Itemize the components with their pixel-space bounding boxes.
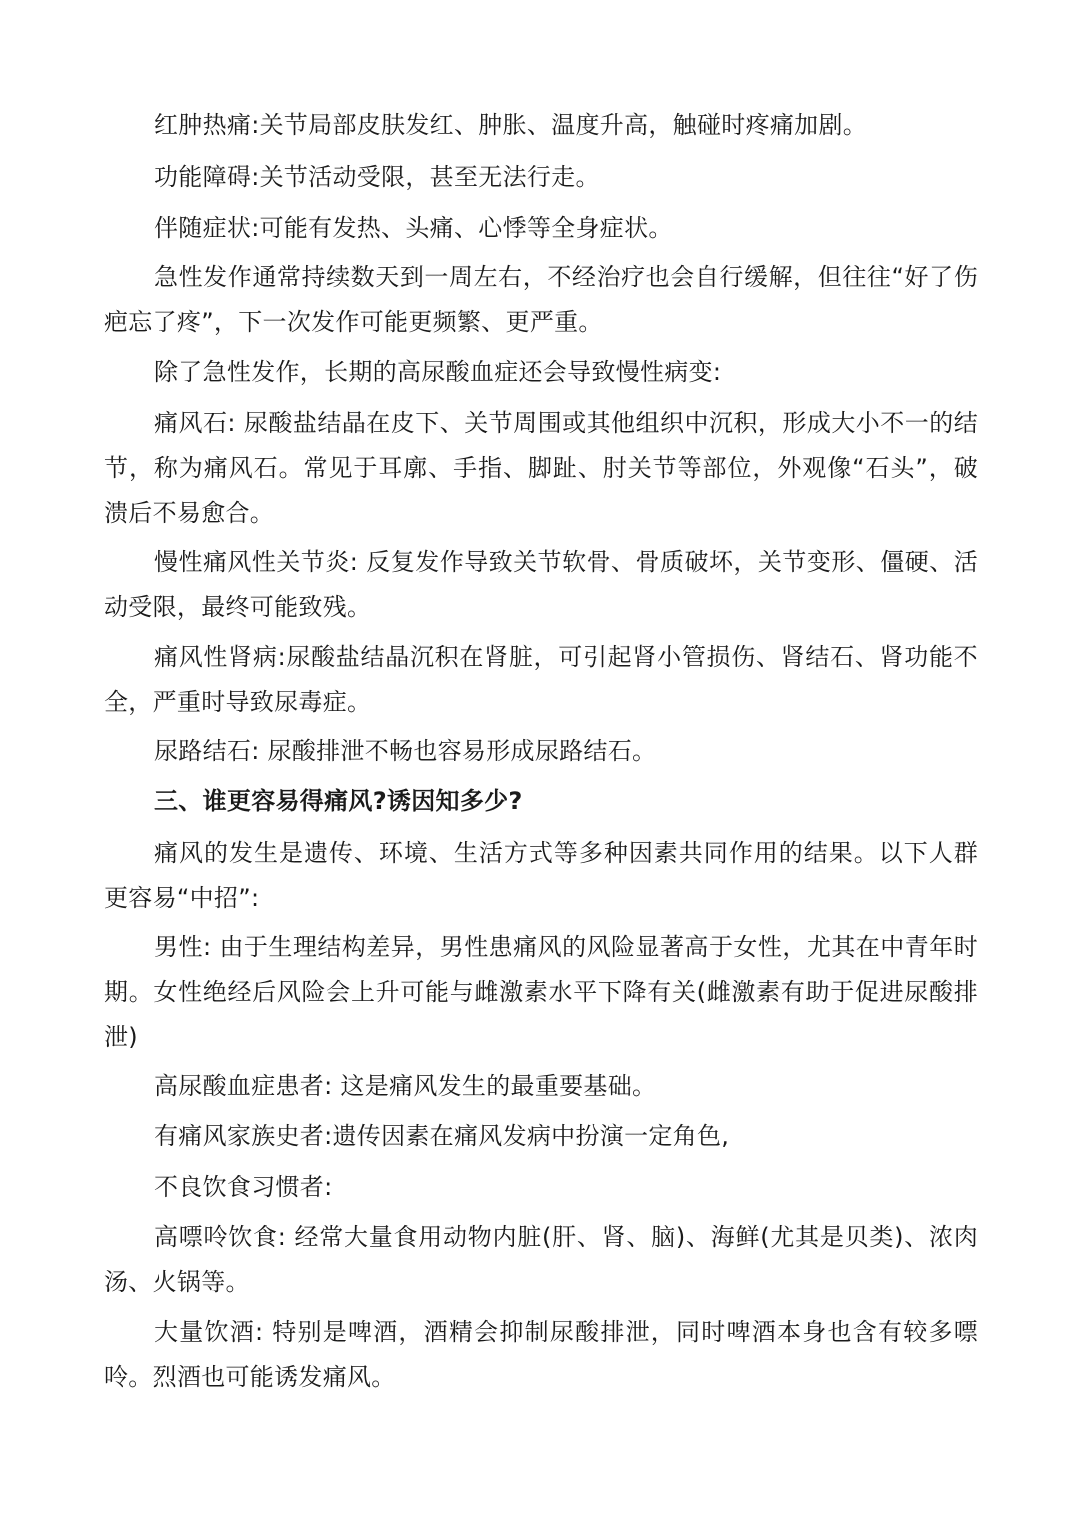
paragraph-accompanying-symptoms: 伴随症状:可能有发热、头痛、心悸等全身症状。 xyxy=(154,214,673,242)
paragraph-gout-nephropathy: 痛风性肾病:尿酸盐结晶沉积在肾脏，可引起肾小管损伤、肾结石、肾功能不全，严重时导致尿毒症。 xyxy=(104,643,978,716)
paragraph-chronic-intro: 除了急性发作，长期的高尿酸血症还会导致慢性病变: xyxy=(154,358,722,386)
paragraph-acute-attack: 急性发作通常持续数天到一周左右，不经治疗也会自行缓解，但往往“好了伤疤忘了疼”，下一次发作可能更频繁、更严重。 xyxy=(104,263,978,336)
paragraph-male: 男性: 由于生理结构差异，男性患痛风的风险显著高于女性，尤其在中青年时期。女性绝经后风险会上升可能与雌激素水平下降有关(雌激素有助于促进尿酸排泄) xyxy=(104,933,978,1051)
section-heading-risk-factors: 三、谁更容易得痛风?诱因知多少? xyxy=(154,787,523,815)
paragraph-heavy-drinking: 大量饮酒: 特别是啤酒，酒精会抑制尿酸排泄，同时啤酒本身也含有较多嘌呤。烈酒也可能诱发痛风。 xyxy=(104,1318,978,1391)
paragraph-dysfunction: 功能障碍:关节活动受限，甚至无法行走。 xyxy=(154,163,600,191)
paragraph-hyperuricemia: 高尿酸血症患者: 这是痛风发生的最重要基础。 xyxy=(154,1072,657,1100)
paragraph-urinary-stones: 尿路结石: 尿酸排泄不畅也容易形成尿路结石。 xyxy=(154,737,657,765)
paragraph-family-history: 有痛风家族史者:遗传因素在痛风发病中扮演一定角色, xyxy=(154,1122,730,1150)
paragraph-tophus: 痛风石: 尿酸盐结晶在皮下、关节周围或其他组织中沉积，形成大小不一的结节，称为痛风石。常见于耳廓、手指、脚趾、肘关节等部位，外观像“石头”，破溃后不易愈合。 xyxy=(104,409,978,527)
paragraph-redness-swelling: 红肿热痛:关节局部皮肤发红、肿胀、温度升高，触碰时疼痛加剧。 xyxy=(154,111,868,139)
paragraph-bad-diet: 不良饮食习惯者: xyxy=(154,1173,333,1201)
paragraph-chronic-arthritis: 慢性痛风性关节炎: 反复发作导致关节软骨、骨质破坏，关节变形、僵硬、活动受限，最终可能致残。 xyxy=(104,548,978,621)
paragraph-high-purine-diet: 高嘌呤饮食: 经常大量食用动物内脏(肝、肾、脑)、海鲜(尤其是贝类)、浓肉汤、火锅等。 xyxy=(104,1223,978,1296)
paragraph-causes-intro: 痛风的发生是遗传、环境、生活方式等多种因素共同作用的结果。以下人群更容易“中招”: xyxy=(104,839,978,912)
